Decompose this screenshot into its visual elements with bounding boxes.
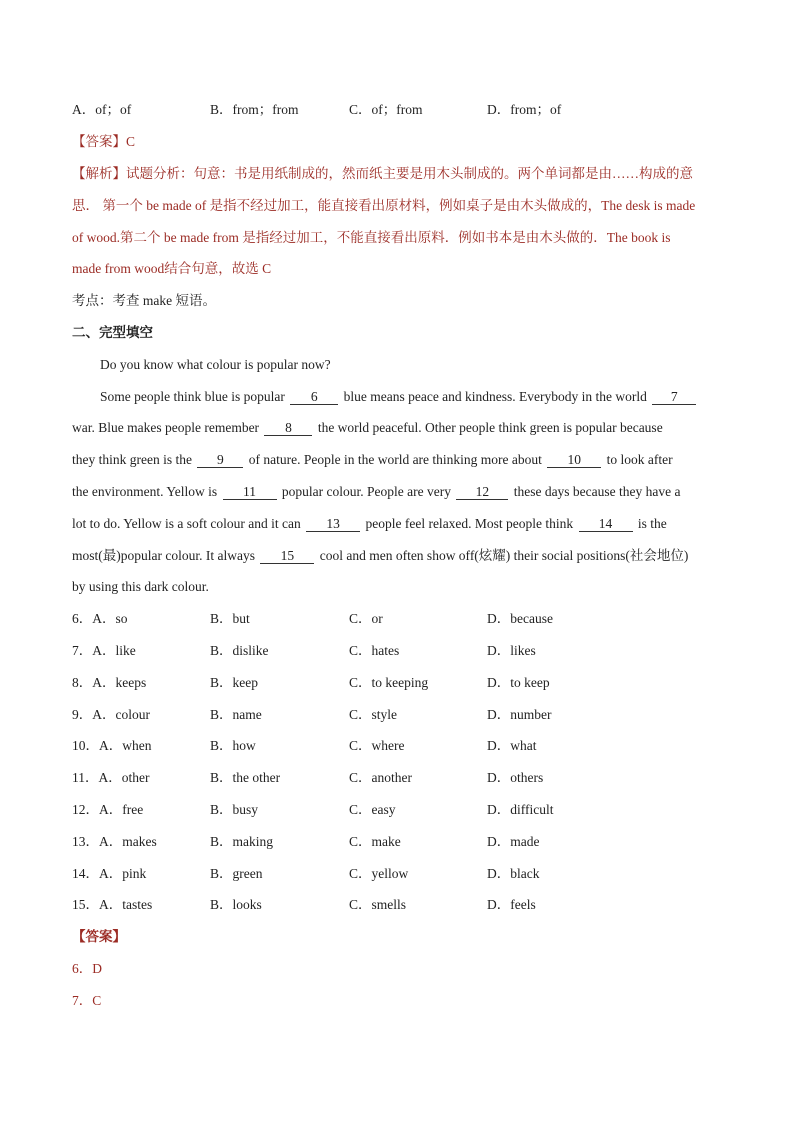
question-option-c: C．smells: [349, 897, 407, 912]
q5-option-a: A．of；of: [72, 102, 132, 117]
question-option-c: C．style: [349, 707, 398, 722]
passage-text: to look after: [606, 452, 673, 467]
question-option-a: 10．A．when: [72, 738, 152, 753]
answer-header: 【答案】: [72, 929, 126, 944]
question-option-a: 7．A．like: [72, 643, 136, 658]
q5-option-d: D．from；of: [487, 102, 562, 117]
answer-item: 7．C: [72, 993, 102, 1008]
question-option-d: D．likes: [487, 643, 536, 658]
q5-answer: 【答案】C: [72, 134, 136, 149]
question-option-b: B．but: [210, 611, 250, 626]
question-option-d: D．difficult: [487, 802, 554, 817]
passage-text: of nature. People in the world are thinking more about: [248, 452, 542, 467]
question-option-b: B．looks: [210, 897, 262, 912]
passage-text: war. Blue makes people remember: [72, 420, 260, 435]
question-option-c: C．another: [349, 770, 412, 785]
analysis-line-1: 【解析】试题分析：句意：书是用纸制成的，然而纸主要是用木头制成的。两个单词都是由……构成的意: [72, 166, 693, 181]
question-option-a: 14．A．pink: [72, 866, 147, 881]
question-option-a: 8．A．keeps: [72, 675, 147, 690]
question-option-d: D．to keep: [487, 675, 550, 690]
passage-line-2: [72, 418, 663, 438]
question-option-c: C．hates: [349, 643, 400, 658]
passage-line-7: by using this dark colour.: [72, 579, 209, 594]
question-option-b: B．making: [210, 834, 273, 849]
q5-option-b: B．from；from: [210, 102, 299, 117]
question-option-b: B．the other: [210, 770, 281, 785]
passage-line-6: [72, 546, 688, 566]
passage-text: the world peaceful. Other people think green is popular because: [317, 420, 663, 435]
blank-9: 9: [197, 452, 243, 468]
answer-item: 6．D: [72, 961, 102, 976]
q5-option-c: C．of；from: [349, 102, 423, 117]
question-option-c: C．to keeping: [349, 675, 429, 690]
passage-line-1: [100, 387, 698, 407]
blank-6: 6: [290, 389, 338, 405]
question-option-b: B．green: [210, 866, 263, 881]
passage-text: the environment. Yellow is: [72, 484, 218, 499]
question-option-a: 6．A．so: [72, 611, 128, 626]
question-option-a: 13．A．makes: [72, 834, 157, 849]
question-option-c: C．easy: [349, 802, 396, 817]
passage-text: Some people think blue is popular: [100, 389, 285, 404]
question-option-b: B．keep: [210, 675, 258, 690]
question-option-a: 15．A．tastes: [72, 897, 153, 912]
blank-15: 15: [260, 548, 314, 564]
question-option-b: B．how: [210, 738, 256, 753]
question-option-a: 11．A．other: [72, 770, 150, 785]
section-title: 二、完型填空: [72, 325, 153, 340]
question-option-a: 9．A．colour: [72, 707, 150, 722]
blank-11: 11: [223, 484, 277, 500]
analysis-line-3: of wood.第二个 be made from 是指经过加工，不能直接看出原料．例如书本是由木头做的．The book is: [72, 230, 671, 245]
passage-line-4: [72, 482, 681, 502]
question-option-a: 12．A．free: [72, 802, 144, 817]
question-option-b: B．busy: [210, 802, 259, 817]
passage-text: lot to do. Yellow is a soft colour and it can: [72, 516, 301, 531]
question-option-b: B．dislike: [210, 643, 269, 658]
passage-text: blue means peace and kindness. Everybody in the world: [343, 389, 647, 404]
passage-title: Do you know what colour is popular now?: [100, 357, 331, 372]
passage-text: most(最)popular colour. It always: [72, 548, 255, 563]
question-option-c: C．where: [349, 738, 405, 753]
question-option-d: D．others: [487, 770, 544, 785]
question-option-c: C．make: [349, 834, 401, 849]
passage-text: they think green is the: [72, 452, 192, 467]
analysis-line-2: 思． 第一个 be made of 是指不经过加工，能直接看出原材料，例如桌子是由木头做成的，The desk is made: [72, 198, 696, 213]
passage-line-5: [72, 514, 667, 534]
question-option-b: B．name: [210, 707, 262, 722]
kaodian: 考点：考查 make 短语。: [72, 293, 216, 308]
passage-text: is the: [637, 516, 667, 531]
passage-text: these days because they have a: [513, 484, 681, 499]
passage-text: cool and men often show off(炫耀) their social positions(社会地位): [319, 548, 689, 563]
analysis-line-4: made from wood结合句意，故选 C: [72, 261, 272, 276]
blank-14: 14: [579, 516, 633, 532]
question-option-c: C．or: [349, 611, 383, 626]
passage-line-3: [72, 450, 673, 470]
question-option-d: D．black: [487, 866, 540, 881]
blank-7: 7: [652, 389, 696, 405]
passage-text: popular colour. People are very: [281, 484, 451, 499]
passage-text: people feel relaxed. Most people think: [365, 516, 574, 531]
question-option-d: D．what: [487, 738, 537, 753]
question-option-d: D．made: [487, 834, 540, 849]
blank-13: 13: [306, 516, 360, 532]
question-option-c: C．yellow: [349, 866, 409, 881]
blank-8: 8: [264, 420, 312, 436]
blank-10: 10: [547, 452, 601, 468]
blank-12: 12: [456, 484, 508, 500]
question-option-d: D．number: [487, 707, 552, 722]
question-option-d: D．feels: [487, 897, 536, 912]
question-option-d: D．because: [487, 611, 553, 626]
